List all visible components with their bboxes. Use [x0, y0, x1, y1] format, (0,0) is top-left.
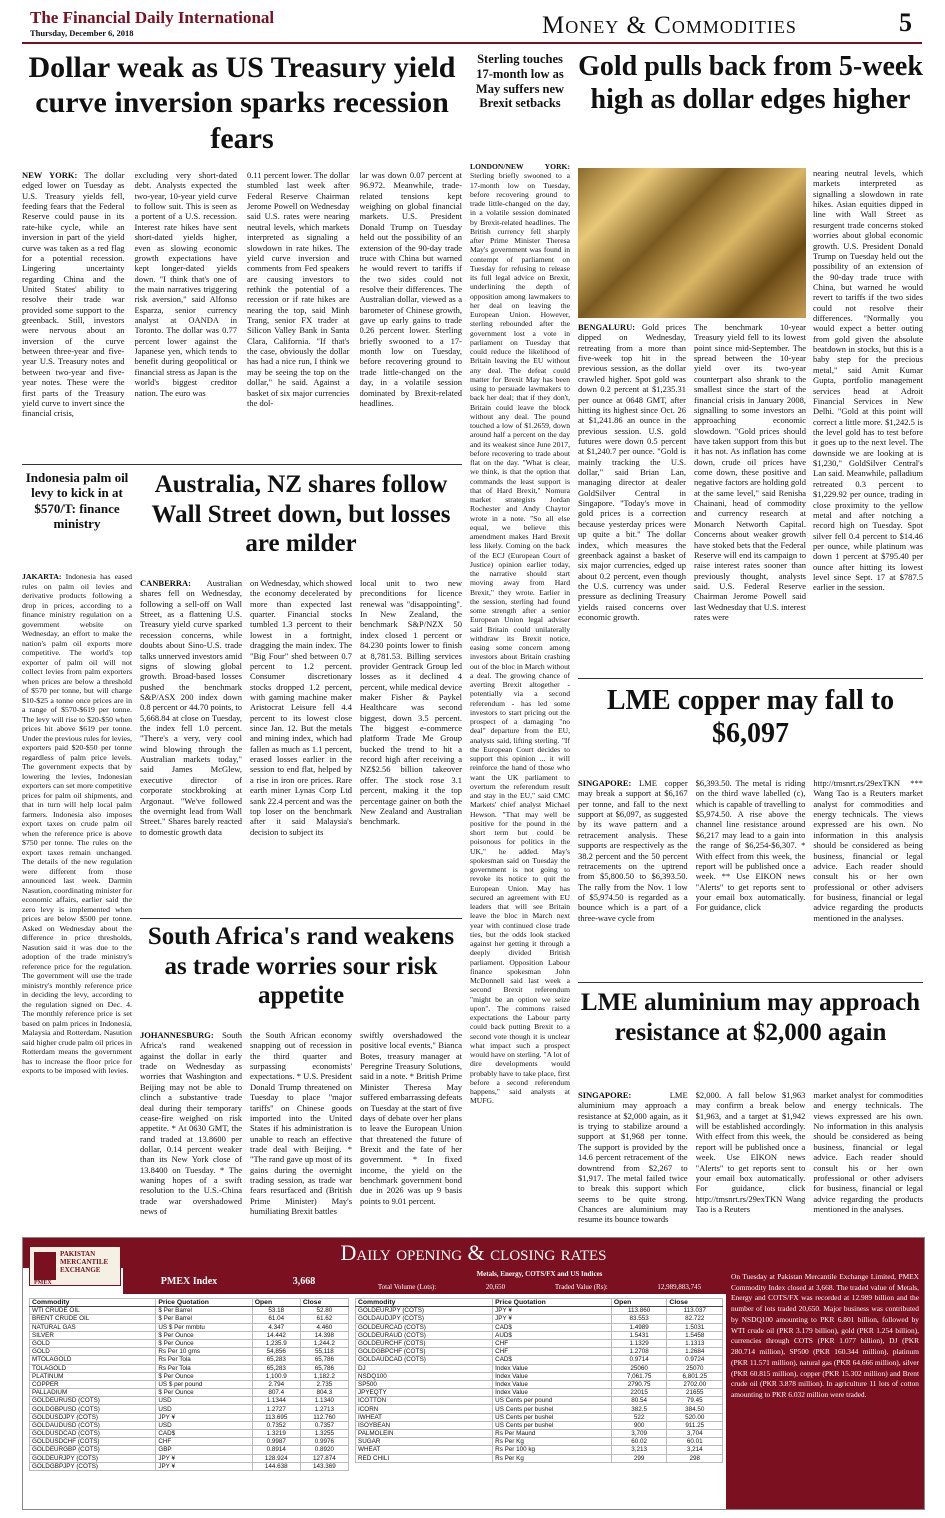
open-cell: 4.347: [252, 1323, 300, 1331]
close-cell: 804.3: [300, 1389, 348, 1397]
commodity-cell: GOLDEURCAD (COTS): [356, 1323, 493, 1331]
close-cell: 1.5031: [667, 1323, 723, 1331]
commodity-cell: WHEAT: [356, 1446, 493, 1454]
quotation-cell: US Cents per bushel: [493, 1413, 612, 1421]
quotation-cell: $ Per Barrel: [156, 1307, 252, 1315]
commodity-cell: DJ: [356, 1364, 493, 1372]
quotation-cell: CAD$: [493, 1323, 612, 1331]
close-cell: 6,801.25: [667, 1372, 723, 1380]
open-cell: 1.4989: [611, 1323, 667, 1331]
commodity-cell: GOLDEURCHF (COTS): [356, 1339, 493, 1347]
table-row: [30, 1372, 349, 1380]
close-cell: 2702.00: [667, 1380, 723, 1388]
dollar-headline: Dollar weak as US Treasury yield curve inversion sparks recession fears: [28, 51, 456, 155]
aus-col-3: local unit to two new preconditions for licence renewal was "disappointing". In New Zealand, the benchmark S&P/NZX 50 index closed 1 percent or 84.230 points lower to finish at 8,781.53. Billing services provider Gentrack Group led losses as it declined 4 percent, while medical device maker Fisher & Paykel Healthcare was second biggest, down 3.5 percent. The biggest e-commerce platform Trade Me Group bucked the trend to hit a record high after receiving a NZ$2.56 billion takeover offer. The stock rose 3.1 percent, making it the top percentage gainer on both the New Zealand and Australian benchmark.: [360, 578, 462, 827]
close-cell: 127.874: [300, 1454, 348, 1462]
quotation-cell: Rs Per Kg: [493, 1454, 612, 1462]
open-cell: 0.9987: [252, 1438, 300, 1446]
open-cell: 2.794: [252, 1380, 300, 1388]
quotation-cell: $ Per Ounce: [156, 1389, 252, 1397]
close-cell: 0.9976: [300, 1438, 348, 1446]
table-row: [30, 1331, 349, 1339]
open-cell: 1,100.9: [252, 1372, 300, 1380]
close-cell: 14.398: [300, 1331, 348, 1339]
commodity-cell: ICOTTON: [356, 1397, 493, 1405]
table-row: [356, 1356, 723, 1364]
commodity-cell: GOLDEURGBP (COTS): [30, 1446, 156, 1454]
open-cell: 2790.75: [611, 1380, 667, 1388]
dollar-col-3: 0.11 percent lower. The dollar stumbled last week after Federal Reserve Chairman Jerome Powell on Wednesday said U.S. rates were nearing neutral levels, which markets interpreted as signaling a slowdown in rate hikes. The yield curve inversion and comments from Fed speakers are causing investors to rethink the potential of a recession or if rate hikes are nearing the top, said Minh Trang, senior FX trader at Silicon Valley Bank in Santa Clara, California. "If that's the case, obviously the dollar has had a nice run, I think we may be seeing the top on the dollar," he said. Against a basket of six major currencies the dol-: [247, 170, 350, 408]
gold-headline: Gold pulls back from 5-week high as dollar edges higher: [578, 51, 923, 116]
rule: [578, 678, 923, 679]
col-commodity: Commodity: [356, 1299, 493, 1307]
open-cell: 0.8914: [252, 1446, 300, 1454]
traded-value: 12,989,883,745: [657, 1283, 702, 1291]
quotation-cell: Index Value: [493, 1372, 612, 1380]
commodity-cell: GOLDEURJPY (COTS): [30, 1454, 156, 1462]
quotation-cell: CHF: [156, 1438, 252, 1446]
copper-col-2: $6,393.50. The metal is riding on the third wave labelled (c), which is capable of travelling to $5,974.50. A rise above the channel line resistance around $6,217 may lead to a gain into the range of $6,254-$6,307. * With effect from this week, the report will be published once a week. ** Use EIKON news "Alerts" to get reports sent to your email box automatically. For guidance, click: [695, 778, 806, 913]
quotation-cell: USD: [156, 1421, 252, 1429]
col-close: Close: [667, 1299, 723, 1307]
open-cell: 900: [611, 1421, 667, 1429]
open-cell: 22015: [611, 1389, 667, 1397]
copper-body: [578, 778, 923, 978]
close-cell: 61.62: [300, 1315, 348, 1323]
pmex-index-value: 3,668: [292, 1275, 316, 1287]
open-cell: 144.638: [252, 1462, 300, 1470]
quotation-cell: GBP: [156, 1446, 252, 1454]
open-cell: 83.553: [611, 1315, 667, 1323]
commodity-cell: WTI CRUDE OIL: [30, 1307, 156, 1315]
col-close: Close: [300, 1299, 348, 1307]
table-row: [30, 1339, 349, 1347]
open-cell: 299: [611, 1454, 667, 1462]
table-row: [30, 1405, 349, 1413]
pmex-logo-icon: [34, 1252, 56, 1280]
table-row: [356, 1331, 723, 1339]
table-row: [356, 1446, 723, 1454]
close-cell: 1,244.2: [300, 1339, 348, 1347]
close-cell: 82.722: [667, 1315, 723, 1323]
traded-label: Traded Value (Rs):: [554, 1283, 608, 1291]
open-cell: 1.3219: [252, 1430, 300, 1438]
pmex-index-label: PMEX Index: [160, 1275, 218, 1287]
commodity-cell: ICORN: [356, 1405, 493, 1413]
copper-headline: LME copper may fall to $6,097: [606, 685, 895, 750]
open-cell: 1,235.9: [252, 1339, 300, 1347]
palm-body: JAKARTA: Indonesia has eased rules on palm oil levies and derivative products following a drop in prices, according to a finance ministry regulation on a government website on Wednesday, an effort to make the nation's palm oil exports more competitive. The world's top exporter of palm oil will not collect levies from palm exporters when prices are below a threshold of $570 per tonne, but will charge $10-$25 a tonne once prices are in a range of $570-$619 per tonne. The levy will rise to $20-$50 when prices hit above $619 per tonne. Under the previous rules for levies, exporters paid $20-$50 per tonne regardless of palm price levels. The government expects that by lowering the levies, Indonesian exporters can set more competitive prices for palm oil shipments, and that in turn will help local palm farmers. Indonesia also imposes export taxes on crude palm oil when the reference price is above $750 per tonne. The rules on the export taxes remain unchanged. The details of the new regulation were different from those announced last week. Darmin Nasution, coordinating minister for economic affairs, earlier said the zero levy is implemented when prices are below $500 per tonne. Asked on Wednesday about the difference in price thresholds, Nasution said it was due to the adoption of the trade ministry's reference price for the regulation. The government will use the trade ministry's monthly reference price in deciding the levy, according to the regulation signed on Dec. 4. The monthly reference price is set based on palm prices in Indonesia, Malaysia and Rotterdam. Nasution said higher crude palm oil prices in Rotterdam means the government has to increase the floor price for exports to be imposed with levies.: [22, 572, 132, 1075]
col-open: Open: [252, 1299, 300, 1307]
close-cell: 143.369: [300, 1462, 348, 1470]
table-row: [356, 1389, 723, 1397]
quotation-cell: US Cents per pound: [493, 1397, 612, 1405]
table-row: [30, 1413, 349, 1421]
sa-headline: South Africa's rand weakens as trade worries sour risk appetite: [147, 923, 455, 1009]
close-cell: 1,182.2: [300, 1372, 348, 1380]
table-row: [356, 1339, 723, 1347]
commodity-cell: GOLDUSDCAD (COTS): [30, 1430, 156, 1438]
open-cell: 53.18: [252, 1307, 300, 1315]
open-cell: 1.1329: [611, 1339, 667, 1347]
quotation-cell: $ Per Ounce: [156, 1339, 252, 1347]
table-row: [30, 1446, 349, 1454]
commodity-cell: PALLADIUM: [30, 1389, 156, 1397]
table-row: [356, 1372, 723, 1380]
rates-title: Daily opening & closing rates: [23, 1238, 924, 1268]
quotation-cell: USD: [156, 1405, 252, 1413]
pmex-summary: On Tuesday at Pakistan Mercantile Exchange Limited, PMEX Commodity Index closed at 3,668. The traded value of Metals, Energy and COTS/FX was recorded at 12.989 billion and the number of lots traded 20,650. Major business was contributed by NSDQ100 amounting to PKR 6.801 billion, followed by WTI crude oil (PKR 3.179 billion), gold (PKR 1.254 billion), currencies through COTS (PKR 1.077 billion), DJ (PKR 280.714 million), SP500 (PKR 160.344 million), platinum (PKR 11.571 million), natural gas (PKR 64.666 million), silver (PKR 60.815 million), copper (PKR 15.302 million) and Brent crude oil (PKR 3.878 million). In agriculture 11 lots of cotton amounting to PKR 6.032 million were traded.: [726, 1268, 924, 1509]
open-cell: 65,283: [252, 1356, 300, 1364]
copper-col-3: http://tmsnrt.rs/29exTKN *** Wang Tao is a Reuters market analyst for commodities and energy technicals. The views expressed are his own. No information in this analysis should be considered as being business, financial or legal advice. Each reader should consult his or her own professional or other advisers for business, financial or legal advice regarding the products mentioned in the analyses.: [813, 778, 923, 923]
col-quotation: Price Quotation: [493, 1299, 612, 1307]
quotation-cell: CAD$: [156, 1430, 252, 1438]
table-row: [356, 1348, 723, 1356]
quotation-cell: USD: [156, 1397, 252, 1405]
paper-date: Thursday, December 6, 2018: [30, 28, 134, 38]
commodity-cell: GOLDGBPCHF (COTS): [356, 1348, 493, 1356]
commodity-cell: TOLAGOLD: [30, 1364, 156, 1372]
commodity-cell: RED CHILI: [356, 1454, 493, 1462]
table-row: [30, 1307, 349, 1315]
table-row: [356, 1307, 723, 1315]
table-row: [356, 1397, 723, 1405]
table-row: [356, 1405, 723, 1413]
commodity-cell: JPYEQTY: [356, 1389, 493, 1397]
metals-label: Metals, Energy, COTS/FX and US Indices: [476, 1270, 603, 1278]
gold-bars-photo: [578, 168, 806, 318]
quotation-cell: AUD$: [493, 1331, 612, 1339]
table-row: [30, 1348, 349, 1356]
aus-headline: Australia, NZ shares follow Wall Street down, but losses are milder: [151, 471, 451, 557]
commodity-cell: GOLDUSDCHF (COTS): [30, 1438, 156, 1446]
masthead: [22, 6, 922, 44]
close-cell: 60.01: [667, 1438, 723, 1446]
open-cell: 522: [611, 1413, 667, 1421]
close-cell: 21655: [667, 1389, 723, 1397]
table-row: [30, 1323, 349, 1331]
table-row: [30, 1462, 349, 1470]
open-cell: 14.442: [252, 1331, 300, 1339]
quotation-cell: $ Per Ounce: [156, 1331, 252, 1339]
commodity-cell: COPPER: [30, 1380, 156, 1388]
table-row: [356, 1364, 723, 1372]
quotation-cell: Rs Per Tola: [156, 1364, 252, 1372]
sterling-headline: Sterling touches 17-month low as May suffers new Brexit setbacks: [475, 52, 565, 111]
close-cell: 2.735: [300, 1380, 348, 1388]
open-cell: 61.04: [252, 1315, 300, 1323]
quotation-cell: Rs Per Kg: [493, 1438, 612, 1446]
dollar-col-1: NEW YORK: The dollar edged lower on Tuesday as U.S. Treasury yields fell, feeding fears that the Federal Reserve could pause in its rate-hike cycle, while an inversion in part of the yield curve was taken as a red flag for a potential recession. Lingering uncertainty regarding China and the United States' ability to resolve their trade war provided some support to the greenback. Still, investors were nervous about an inversion of the curve between three-year and five-year U.S. Treasury notes and between two-year and five-year notes. These were the first parts of the Treasury yield curve to invert since the financial crisis,: [22, 170, 125, 419]
quotation-cell: CAD$: [493, 1356, 612, 1364]
quotation-cell: $ Per Barrel: [156, 1315, 252, 1323]
close-cell: 1.2684: [667, 1348, 723, 1356]
open-cell: 3,213: [611, 1446, 667, 1454]
sterling-body: LONDON/NEW YORK: Sterling briefly swooned to a 17-month low on Tuesday, before recovering ground to trade little-changed on the day, in a volatile session dominated by Brexit-related headlines. The British currency fell sharply after Prime Minister Theresa May's government was found in contempt of parliament on Tuesday for refusing to release its full legal advice on Brexit, underlining the depth of opposition among lawmakers to her deal on leaving the European Union. However, sterling rebounded after the government lost a vote in parliament on Tuesday that could reduce the likelihood of Britain leaving the EU without any deal. The defeat could matter for Brexit May has been using to persuade lawmakers to back her deal; that if they don't, Britain could leave the block without any deal. The pound touched a low of $1.2659, down around half a percent on the day and its weakest since June 2017, before recovering to trade about flat on the day. "What is clear, we think, is that the option that commands the least support is that of Hard Brexit," Nomura market strategists Jordan Rochester and Andy Chaytor wrote in a note. "So all else equal, we believe this amendment makes Hard Brexit less likely. Coming on the back of the ECJ (European Court of Justice) opinion earlier today, the narrative should start moving away from Hard Brexit," they wrote. Earlier in the session, sterling had found some strength after a senior European Union legal adviser said Britain could unilaterally withdraw its Brexit notice, easing some concern among investors about Britain crashing out of the bloc in March without a deal. The growing chance of averting Brexit altogether - potentially via a second referendum - has led some investors to start pricing out the prospect of a damaging "no deal" departure from the EU, analysts said, lifting sterling. "If the European Court decides to support this opinion ... it will reinforce the hand of those who want the UK parliament to overturn the referendum result and stay in the EU," said CMC Markets' chief analyst Michael Hewson. "That may well be positive for the pound in the short term but could be poisonous for politics in the UK," he added. May's spokesman said on Tuesday the government is not going to revoke its notice to quit the European Union. May has secured an agreement with EU leaders that will see Britain leave the bloc in March next year with continued close trade ties, but the odds look stacked against her getting it through a deeply divided British parliament. Opposition Labour finance spokesman John McDonnell said last week a second Brexit referendum "might be an option we seize upon". The commons raised expectations the Labour party could back putting Brexit to a second vote though it is unclear what impact such a prospect would have on sterling. "A lot of dire developments would probably have to take place, first before a second referendum happens," said analysts at MUFG.: [470, 162, 570, 1106]
commodity-cell: GOLD: [30, 1339, 156, 1347]
table-row: [30, 1438, 349, 1446]
commodity-cell: GOLDGBPUSD (COTS): [30, 1405, 156, 1413]
section-title: Money & Commodities: [542, 12, 797, 39]
rates-table-left: [29, 1298, 349, 1471]
quotation-cell: Rs Per 10 gms: [156, 1348, 252, 1356]
table-row: [356, 1421, 723, 1429]
close-cell: 65,786: [300, 1356, 348, 1364]
open-cell: 3,709: [611, 1430, 667, 1438]
copper-col-1: SINGAPORE: LME copper may break a support at $6,167 per tonne, and fall to the next support at $6,097, as suggested by its wave pattern and a retracement analysis. These supports are respectively as the 38.2 percent and the 50 percent retracements on the uptrend from $5,800.50 to $6,393.50. The rally from the Nov. 1 low of $5,974.50 is regarded as a bounce which is a part of a three-wave cycle from: [578, 778, 688, 923]
close-cell: 0.9724: [667, 1356, 723, 1364]
quotation-cell: Rs Per Tola: [156, 1356, 252, 1364]
quotation-cell: JPY ¥: [156, 1413, 252, 1421]
commodity-cell: GOLDAUDJPY (COTS): [356, 1315, 493, 1323]
commodity-cell: NATURAL GAS: [30, 1323, 156, 1331]
open-cell: 0.7352: [252, 1421, 300, 1429]
close-cell: 1.5458: [667, 1331, 723, 1339]
quotation-cell: Index Value: [493, 1389, 612, 1397]
quotation-cell: JPY ¥: [156, 1454, 252, 1462]
quotation-cell: CHF: [493, 1339, 612, 1347]
commodity-cell: BRENT CRUDE OIL: [30, 1315, 156, 1323]
aluminium-col-2: $2,000. A fall below $1,963 may confirm a break below $1,963, and a target at $1,942 will be established accordingly. With effect from this week, the report will be published once a week. Use EIKON news "Alerts" to get reports sent to your email box automatically. For guidance, click http://tmsnrt.rs/29exTKN Wang Tao is a Reuters: [695, 1090, 806, 1214]
dollar-body: [22, 170, 462, 460]
close-cell: 520.00: [667, 1413, 723, 1421]
open-cell: 128.924: [252, 1454, 300, 1462]
open-cell: 382.5: [611, 1405, 667, 1413]
col-open: Open: [611, 1299, 667, 1307]
quotation-cell: US $ Per mmbtu: [156, 1323, 252, 1331]
dollar-col-2: excluding very short-dated debt. Analysts expected the two-year, 10-year yield curve to follow suit. This is seen as a portent of a U.S. recession. Interest rate hikes have sent short-dated yields higher, even as slowing economic growth expectations have kept longer-dated yields down. "I think that's one of the main narratives triggering risk aversion," said Alfonso Esparza, senior currency analyst at OANDA in Toronto. The dollar was 0.77 percent lower against the Japanese yen, which tends to benefit during geopolitical or financial stress as Japan is the world's biggest creditor nation. The euro was: [134, 170, 237, 398]
open-cell: 807.4: [252, 1389, 300, 1397]
sa-col-1: JOHANNESBURG: South Africa's rand weakened against the dollar in early trade on Wednesday as worries that Washington and Beijing may not be able to clinch a substantive trade deal during their temporary cease-fire weighed on risk appetite. * At 0630 GMT, the rand traded at 13.8600 per dollar, 0.14 percent weaker than its New York close of 13.8400 on Tuesday. * The waning hopes of a swift resolution to the U.S.-China trade war overshadowed news of: [140, 1030, 242, 1217]
close-cell: 113.037: [667, 1307, 723, 1315]
table-row: [30, 1454, 349, 1462]
commodity-cell: SILVER: [30, 1331, 156, 1339]
close-cell: 298: [667, 1454, 723, 1462]
commodity-cell: IWHEAT: [356, 1413, 493, 1421]
close-cell: 1.1313: [667, 1339, 723, 1347]
commodity-cell: NSDQ100: [356, 1372, 493, 1380]
paper-name: The Financial Daily International: [30, 8, 275, 27]
quotation-cell: CHF: [493, 1348, 612, 1356]
close-cell: 0.8920: [300, 1446, 348, 1454]
table-row: [30, 1364, 349, 1372]
open-cell: 113.860: [611, 1307, 667, 1315]
gold-col-2: The benchmark 10-year Treasury yield fell to its lowest point since mid-September. The spread between the 10-year yield over its two-year counterpart also shrank to the smallest since the start of the financial crisis in January 2008, signalling to some investors an approaching economic slowdown. "Gold prices should have taken support from this but it has not. As inflation has come down, crude oil prices have come down, these positive and negative factors are holding gold at the same level," said Renisha Chainani, head of commodity and currency research at Monarch Networth Capital. Concerns about weaker growth have stoked bets that the Federal Reserve will end its campaign to raise interest rates sooner than previously thought, analysts said. U.S. Federal Reserve Chairman Jerome Powell said last Wednesday that U.S. interest rates were: [694, 322, 806, 623]
close-cell: 1.1340: [300, 1397, 348, 1405]
dollar-col-4: lar was down 0.07 percent at 96.972. Meanwhile, trade-related tensions kept weighing on global financial markets. U.S. President Donald Trump on Tuesday held out the possibility of an extension of the 90-day trade truce with China but warned he would revert to tariffs if the two sides could not resolve their differences. The Australian dollar, viewed as a barometer of Chinese growth, gave up early gains to trade 0.26 percent lower. Sterling briefly swooned to a 17-month low on Tuesday, before recovering ground to trade little-changed on the day, in a volatile session dominated by Brexit-related headlines.: [359, 170, 462, 408]
table-row: [30, 1315, 349, 1323]
aluminium-col-1: SINGAPORE: LME aluminium may approach a resistance at $2,000 again, as it is trying to stabilize around a support at $1,968 per tonne. The support is provided by the 14.6 percent retracement of the downtrend from $2,267 to $1,917. The metal failed twice to break this support which seems to be quite strong. Chances are aluminium may resume its bounce towards: [578, 1090, 688, 1225]
rule: [140, 918, 462, 919]
open-cell: 0.9714: [611, 1356, 667, 1364]
table-row: [30, 1421, 349, 1429]
commodity-cell: GOLDAUDCAD (COTS): [356, 1356, 493, 1364]
close-cell: 79.45: [667, 1397, 723, 1405]
aluminium-headline: LME aluminium may approach resistance at $2,000 again: [580, 989, 921, 1046]
open-cell: 65,283: [252, 1364, 300, 1372]
quotation-cell: Rs Per 100 kg: [493, 1446, 612, 1454]
open-cell: 1.5431: [611, 1331, 667, 1339]
sa-col-3: swiftly overshadowed the positive local events," Bianca Botes, treasury manager at Peregrine Treasury Solutions, said in a note. * British Prime Minister Theresa May suffered embarrassing defeats on Tuesday at the start of five days of debate over her plans to leave the European Union that threatened the future of Brexit and the fate of her government. * In fixed income, the yield on the benchmark government bond due in 2026 was up 9 basis points to 9.01 percent.: [360, 1030, 462, 1206]
close-cell: 1.3255: [300, 1430, 348, 1438]
open-cell: 7,061.75: [611, 1372, 667, 1380]
quotation-cell: Index Value: [493, 1380, 612, 1388]
pmex-index-bar: [123, 1268, 353, 1294]
close-cell: 3,704: [667, 1430, 723, 1438]
table-row: [356, 1454, 723, 1462]
close-cell: 0.7357: [300, 1421, 348, 1429]
quotation-cell: JPY ¥: [493, 1307, 612, 1315]
open-cell: 54,856: [252, 1348, 300, 1356]
quotation-cell: US $ per pound: [156, 1380, 252, 1388]
commodity-cell: GOLDUSDJPY (COTS): [30, 1413, 156, 1421]
close-cell: 1.2713: [300, 1405, 348, 1413]
commodity-cell: PALMOLEIN: [356, 1430, 493, 1438]
commodity-cell: GOLD: [30, 1348, 156, 1356]
quotation-cell: JPY ¥: [493, 1315, 612, 1323]
commodity-cell: SP500: [356, 1380, 493, 1388]
table-row: [30, 1397, 349, 1405]
open-cell: 113.695: [252, 1413, 300, 1421]
rates-table-right: [355, 1298, 723, 1463]
commodity-cell: GOLDGBPJPY (COTS): [30, 1462, 156, 1470]
close-cell: 4.460: [300, 1323, 348, 1331]
open-cell: 60.02: [611, 1438, 667, 1446]
commodity-cell: MTOLAGOLD: [30, 1356, 156, 1364]
pmex-logo-text: PAKISTAN MERCANTILE EXCHANGE: [60, 1250, 109, 1275]
table-row: [356, 1438, 723, 1446]
quotation-cell: Index Value: [493, 1364, 612, 1372]
rule: [22, 464, 462, 465]
gold-col-1: BENGALURU: Gold prices dipped on Wednesday, retreating from a more than five-week top hit in the previous session, as the dollar crawled higher. Spot gold was down 0.2 percent at $1,235.31 per ounce at 0648 GMT, after hitting its highest since Oct. 26 at $1,241.86 an ounce in the previous session. U.S. gold futures were down 0.5 percent at $1,240.7 per ounce. "Gold is mainly tracking the U.S. dollar," said Brian Lan, managing director at dealer GoldSilver Central in Singapore. "Today's move in gold prices is a correction because yesterday prices were up quite a bit." The dollar index, which measures the greenback against a basket of six major currencies, edged up about 0.2 percent, even though the U.S. currency was under pressure as declining Treasury yields raised concerns over economic growth.: [578, 322, 686, 623]
close-cell: 55,118: [300, 1348, 348, 1356]
metals-bar: [353, 1268, 726, 1294]
col-quotation: Price Quotation: [156, 1299, 252, 1307]
close-cell: 112.760: [300, 1413, 348, 1421]
quotation-cell: US Cents per bushel: [493, 1405, 612, 1413]
table-row: [356, 1323, 723, 1331]
table-row: [356, 1315, 723, 1323]
page-number: 5: [899, 8, 912, 37]
volume-value: 20,650: [485, 1283, 506, 1291]
rule: [578, 982, 923, 983]
aus-col-1: CANBERRA: Australian shares fell on Wednesday, following a sell-off on Wall Street, as a flattening U.S. Treasury yield curve sparked recession concerns, while doubts about Sino-U.S. trade talks unnerved investors amid signs of slowing global growth. Broad-based losses pushed the benchmark S&P/ASX 200 index down 0.8 percent or 44.70 points, to 5,668.84 at close on Tuesday, the index fell 1.0 percent. "There's a very, very cool wind blowing through the Australian markets today," said James McGlew, executive director of corporate stockbroking at Argonaut. "We've followed the overnight lead from Wall Street." Shares barely reacted to domestic growth data: [140, 578, 242, 837]
commodity-cell: GOLDEURAUD (COTS): [356, 1331, 493, 1339]
aluminium-body: [578, 1090, 923, 1230]
sa-body: [140, 1030, 462, 1230]
pmex-logo-short: PMEX: [34, 1280, 52, 1286]
aluminium-col-3: market analyst for commodities and energy technicals. The views expressed are his own. No information in this analysis should be considered as being business, financial or legal advice. Each reader should consult his or her own professional or other advisers for business, financial or legal advice regarding the products mentioned in the analyses.: [813, 1090, 923, 1214]
sa-col-2: the South African economy snapping out of recession in the third quarter and surpassing economists' expectations. * U.S. President Donald Trump threatened on Tuesday to place "major tariffs" on Chinese goods imported into the United States if his administration is unable to reach an effective trade deal with Beijing. * "The rand gave up most of its gains during the overnight trading session, as trade war fears resurfaced and (British Prime Minister) May's humiliating Brexit battles: [250, 1030, 352, 1217]
pmex-logo: [29, 1246, 121, 1286]
commodity-cell: SUGAR: [356, 1438, 493, 1446]
close-cell: 65,786: [300, 1364, 348, 1372]
open-cell: 1.2708: [611, 1348, 667, 1356]
commodity-cell: PLATINUM: [30, 1372, 156, 1380]
quotation-cell: US Cents per bushel: [493, 1421, 612, 1429]
table-row: [30, 1356, 349, 1364]
table-row: [356, 1413, 723, 1421]
commodity-cell: GOLDEURJPY (COTS): [356, 1307, 493, 1315]
close-cell: 384.50: [667, 1405, 723, 1413]
volume-label: Total Volume (Lots):: [377, 1283, 437, 1291]
table-row: [30, 1430, 349, 1438]
quotation-cell: JPY ¥: [156, 1462, 252, 1470]
close-cell: 3,214: [667, 1446, 723, 1454]
aus-col-2: on Wednesday, which showed the economy decelerated by more than expected last quarter. Financial stocks tumbled 1.3 percent to their lowest in a fortnight, dragging the main index. The "Big Four" shed between 0.7 percent to 1.2 percent. Consumer discretionary stocks dropped 1.2 percent, with gaming machine maker Aristocrat Leisure fell 4.4 percent to its lowest close since Jan. 12. But the metals and mining index, which had fallen as much as 1.1 percent, erased losses earlier in the session to end flat, helped by a rise in iron ore prices. Rare earth miner Lynas Corp Ltd sank 22.4 percent and was the top loser on the benchmark after it said Malaysia's decision to subject its: [250, 578, 352, 837]
commodity-cell: ISOYBEAN: [356, 1421, 493, 1429]
rates-panel: [22, 1237, 925, 1510]
open-cell: 25060: [611, 1364, 667, 1372]
gold-col-3: nearing neutral levels, which markets interpreted as signalling a slowdown in rate hikes. Asian equities dipped in line with Wall Street as resurgent trade concerns stoked worries about global economic growth. U.S. President Donald Trump on Tuesday held out the possibility of an extension of the 90-day trade truce with China, but warned he would revert to tariffs if the two sides could not resolve their differences. "Normally you would expect a better outing from gold given the absolute beatdown in stocks, but this is a baby step for the precious metal," said Amit Kumar Gupta, portfolio management services head at Adroit Financial Services in New Delhi. "Gold at this point will correct a little more. $1,242.5 is the level gold has to test before it goes up to the next level. The downside we are looking at is $1,230," GoldSilver Central's Lan said. Meanwhile, palladium retreated 0.3 percent to $1,229.92 per ounce, trading in close proximity to the yellow metal and after notching a record high on Tuesday. Spot silver fell 0.4 percent to $14.46 per ounce, while platinum was down 1 percent at $795.40 per ounce after hitting its lowest level since Sept. 17 at $787.5 earlier in the session.: [813, 168, 923, 593]
table-row: [30, 1389, 349, 1397]
close-cell: 25070: [667, 1364, 723, 1372]
commodity-cell: GOLDEURUSD (COTS): [30, 1397, 156, 1405]
table-row: [30, 1380, 349, 1388]
open-cell: 80.54: [611, 1397, 667, 1405]
open-cell: 1.1344: [252, 1397, 300, 1405]
palm-headline: Indonesia palm oil levy to kick in at $570/T: finance ministry: [25, 470, 129, 531]
quotation-cell: $ Per Ounce: [156, 1372, 252, 1380]
commodity-cell: GOLDAUDUSD (COTS): [30, 1421, 156, 1429]
col-commodity: Commodity: [30, 1299, 156, 1307]
table-row: [356, 1430, 723, 1438]
aus-body: [140, 578, 462, 914]
open-cell: 1.2727: [252, 1405, 300, 1413]
close-cell: 911.25: [667, 1421, 723, 1429]
close-cell: 52.80: [300, 1307, 348, 1315]
table-row: [356, 1380, 723, 1388]
quotation-cell: Rs Per Maund: [493, 1430, 612, 1438]
